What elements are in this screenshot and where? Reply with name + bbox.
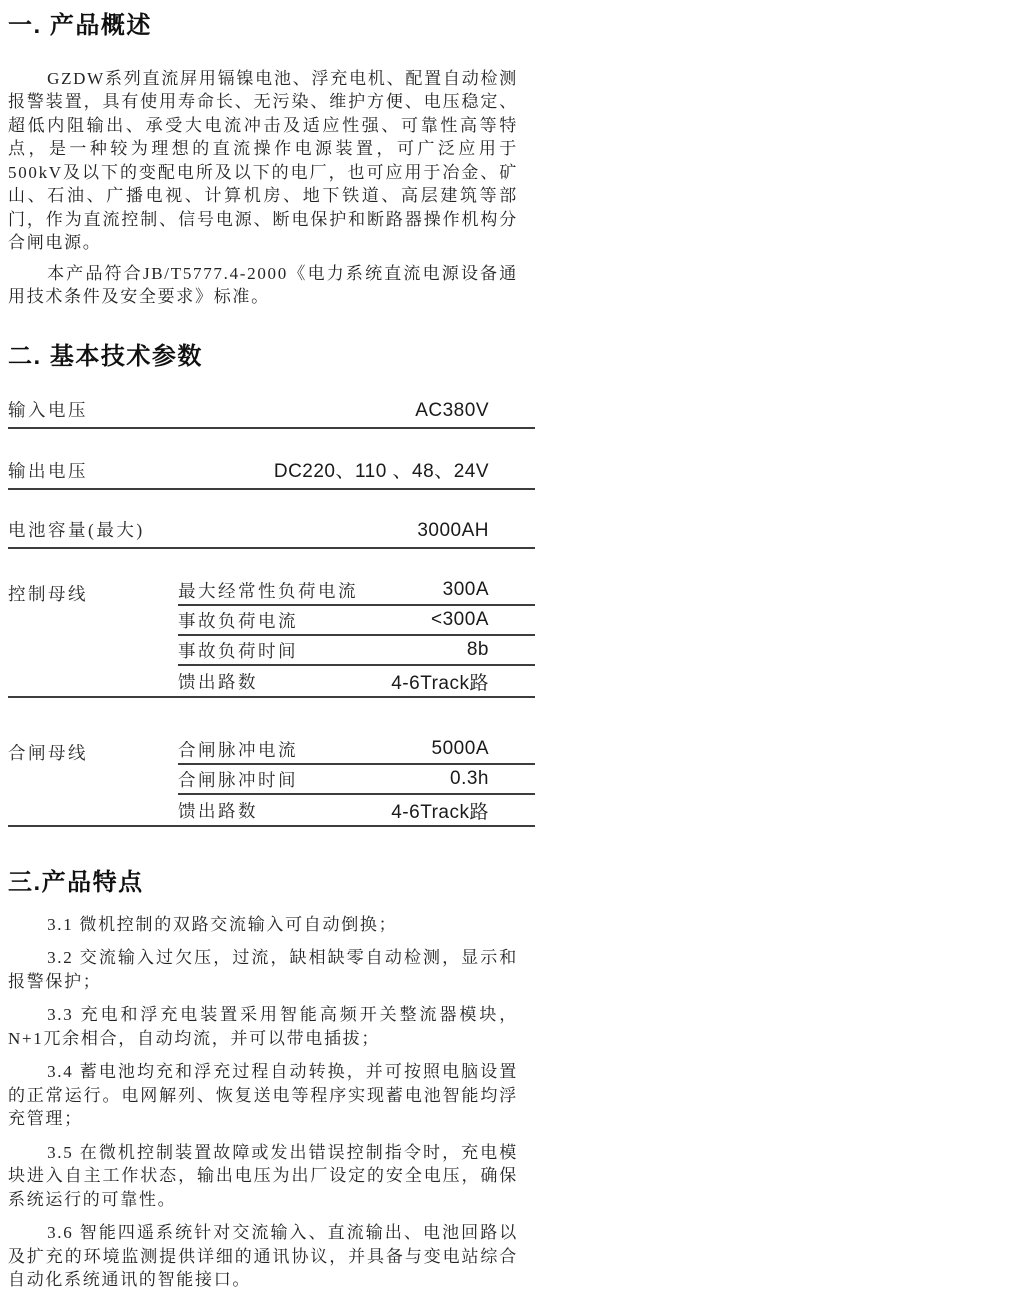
param-value: 300A [442, 579, 489, 601]
param-value: <300A [431, 609, 489, 631]
feature-item-3-1: 3.1 微机控制的双路交流输入可自动倒换； [47, 914, 398, 934]
group-subrows [178, 735, 535, 825]
param-value: 3000AH [417, 520, 489, 542]
section1-heading: 一. 产品概述 [8, 12, 152, 39]
section3-heading: 三.产品特点 [8, 869, 144, 897]
param-label: 合闸脉冲时间 [178, 769, 298, 790]
group-label: 合闸母线 [8, 743, 88, 764]
param-value: 4-6Track路 [391, 672, 489, 694]
param-value: 0.3h [450, 768, 489, 790]
table-row [178, 636, 535, 666]
table-row [178, 576, 535, 606]
param-label: 馈出路数 [178, 800, 258, 821]
param-label: 最大经常性负荷电流 [178, 580, 358, 601]
table-row [178, 795, 535, 825]
param-label: 输出电压 [8, 461, 88, 482]
feature-item-3-6: 3.6 智能四遥系统针对交流输入、直流输出、电池回路以及扩充的环境监测提供详细的通讯协议，并具备与变电站综合自动化系统通讯的智能接口。 [8, 1223, 518, 1290]
group-label: 控制母线 [8, 584, 88, 605]
section2-heading: 二. 基本技术参数 [8, 342, 203, 370]
param-value: 5000A [431, 738, 489, 760]
param-value: 8b [466, 639, 489, 661]
feature-item-3-5: 3.5 在微机控制装置故障或发出错误控制指令时，充电模块进入自主工作状态，输出电压为出厂设定的安全电压，确保系统运行的可靠性。 [8, 1142, 518, 1209]
table-group-control-bus [8, 576, 535, 698]
group-subrows [178, 576, 535, 696]
param-value: 4-6Track路 [391, 801, 489, 823]
param-label: 事故负荷电流 [178, 610, 298, 631]
feature-item-3-2: 3.2 交流输入过欠压，过流，缺相缺零自动检测，显示和报警保护； [8, 948, 518, 991]
table-row [178, 666, 535, 696]
table-row-battery-capacity [8, 517, 535, 549]
table-row-output-voltage [8, 456, 535, 490]
section1-paragraph-1: GZDW系列直流屏用镉镍电池、浮充电机、配置自动检测报警装置，具有使用寿命长、无污染、维护方便、电压稳定、超低内阻输出、承受大电流冲击及适应性强、可靠性高等特点，是一种较为理想的直流操作电源装置，可广泛应用于500kV及以下的变配电所及以下的电厂，也可应用于冶金、矿山、石油、广播电视、计算机房、地下铁道、高层建筑等部门，作为直流控制、信号电源、断电保护和断路器操作机构分合闸电源。 [8, 68, 518, 253]
param-label: 合闸脉冲电流 [178, 739, 298, 760]
param-label: 馈出路数 [178, 671, 258, 692]
param-label: 事故负荷时间 [178, 640, 298, 661]
table-row [178, 606, 535, 636]
table-row-input-voltage [8, 397, 535, 429]
section1-paragraph-2: 本产品符合JB/T5777.4-2000《电力系统直流电源设备通用技术条件及安全要求》标准。 [8, 263, 518, 307]
feature-item-3-4: 3.4 蓄电池均充和浮充过程自动转换，并可按照电脑设置的正常运行。电网解列、恢复送电等程序实现蓄电池智能均浮充管理； [8, 1062, 518, 1129]
param-label: 电池容量(最大) [8, 520, 145, 541]
param-value: AC380V [415, 400, 489, 422]
table-group-closing-bus [8, 735, 535, 827]
feature-item-3-3: 3.3 充电和浮充电装置采用智能高频开关整流器模块，N+1兀余相合，自动均流，并可以带电插拔； [8, 1005, 518, 1048]
table-row [178, 735, 535, 765]
param-value: DC220、110 、48、24V [273, 461, 489, 483]
table-row [178, 765, 535, 795]
param-label: 输入电压 [8, 400, 88, 421]
